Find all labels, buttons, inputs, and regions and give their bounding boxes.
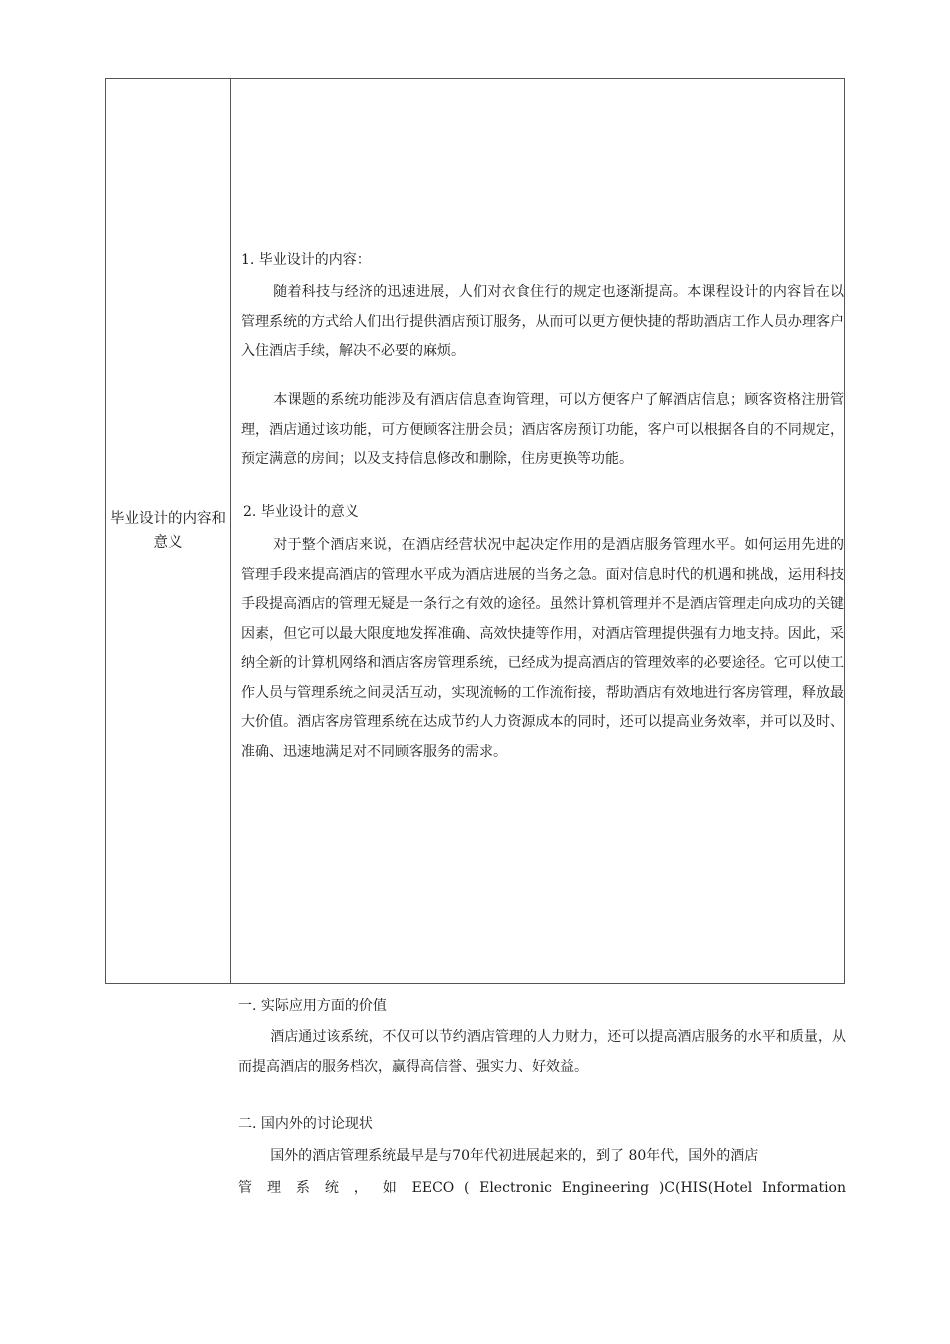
section1-heading: 1. 毕业设计的内容： — [241, 252, 371, 268]
status-paragraph-line2: 管 理 系 统 ， 如 EECO ( Electronic Engineering )C(HIS(Hotel Information — [238, 1180, 846, 1196]
value-heading: 一. 实际应用方面的价值 — [238, 998, 387, 1014]
content-cell — [231, 79, 844, 983]
section1-paragraph-2: 本课题的系统功能涉及有酒店信息查询管理，可以方便客户了解酒店信息；顾客资格注册管理，酒店通过该功能，可方便顾客注册会员；酒店客房预订功能，客户可以根据各自的不同规定，预定满意的房间；以及支持信息修改和删除，住房更换等功能。 — [241, 392, 844, 467]
section1-paragraph-1: 随着科技与经济的迅速进展，人们对衣食住行的规定也逐渐提高。本课程设计的内容旨在以管理系统的方式给人们出行提供酒店预订服务，从而可以更方便快捷的帮助酒店工作人员办理客户入住酒店手续，解决不必要的麻烦。 — [241, 284, 844, 359]
row-label: 毕业设计的内容和意义 — [110, 511, 226, 551]
value-paragraph: 酒店通过该系统，不仅可以节约酒店管理的人力财力，还可以提高酒店服务的水平和质量，从而提高酒店的服务档次，赢得高信誉、强实力、好效益。 — [238, 1029, 846, 1075]
section2-heading: 2. 毕业设计的意义 — [243, 504, 359, 520]
status-paragraph-line1: 国外的酒店管理系统最早是与70年代初进展起来的，到了 80年代，国外的酒店 — [270, 1148, 759, 1164]
section2-paragraph: 对于整个酒店来说，在酒店经营状况中起决定作用的是酒店服务管理水平。如何运用先进的管理手段来提高酒店的管理水平成为酒店进展的当务之急。面对信息时代的机遇和挑战，运用科技手段提高酒店的管理无疑是一条行之有效的途径。虽然计算机管理并不是酒店管理走向成功的关键因素，但它可以最大限度地发挥准确、高效快捷等作用，对酒店管理提供强有力地支持。因此，采纳全新的计算机网络和酒店客房管理系统，已经成为提高酒店的管理效率的必要途径。它可以使工作人员与管理系统之间灵活互动，实现流畅的工作流衔接，帮助酒店有效地进行客房管理，释放最大价值。酒店客房管理系统在达成节约人力资源成本的同时，还可以提高业务效率，并可以及时、准确、迅速地满足对不同顾客服务的需求。 — [241, 537, 844, 760]
label-cell — [106, 79, 230, 983]
status-heading: 二. 国内外的讨论现状 — [238, 1116, 373, 1132]
form-table — [105, 78, 845, 984]
